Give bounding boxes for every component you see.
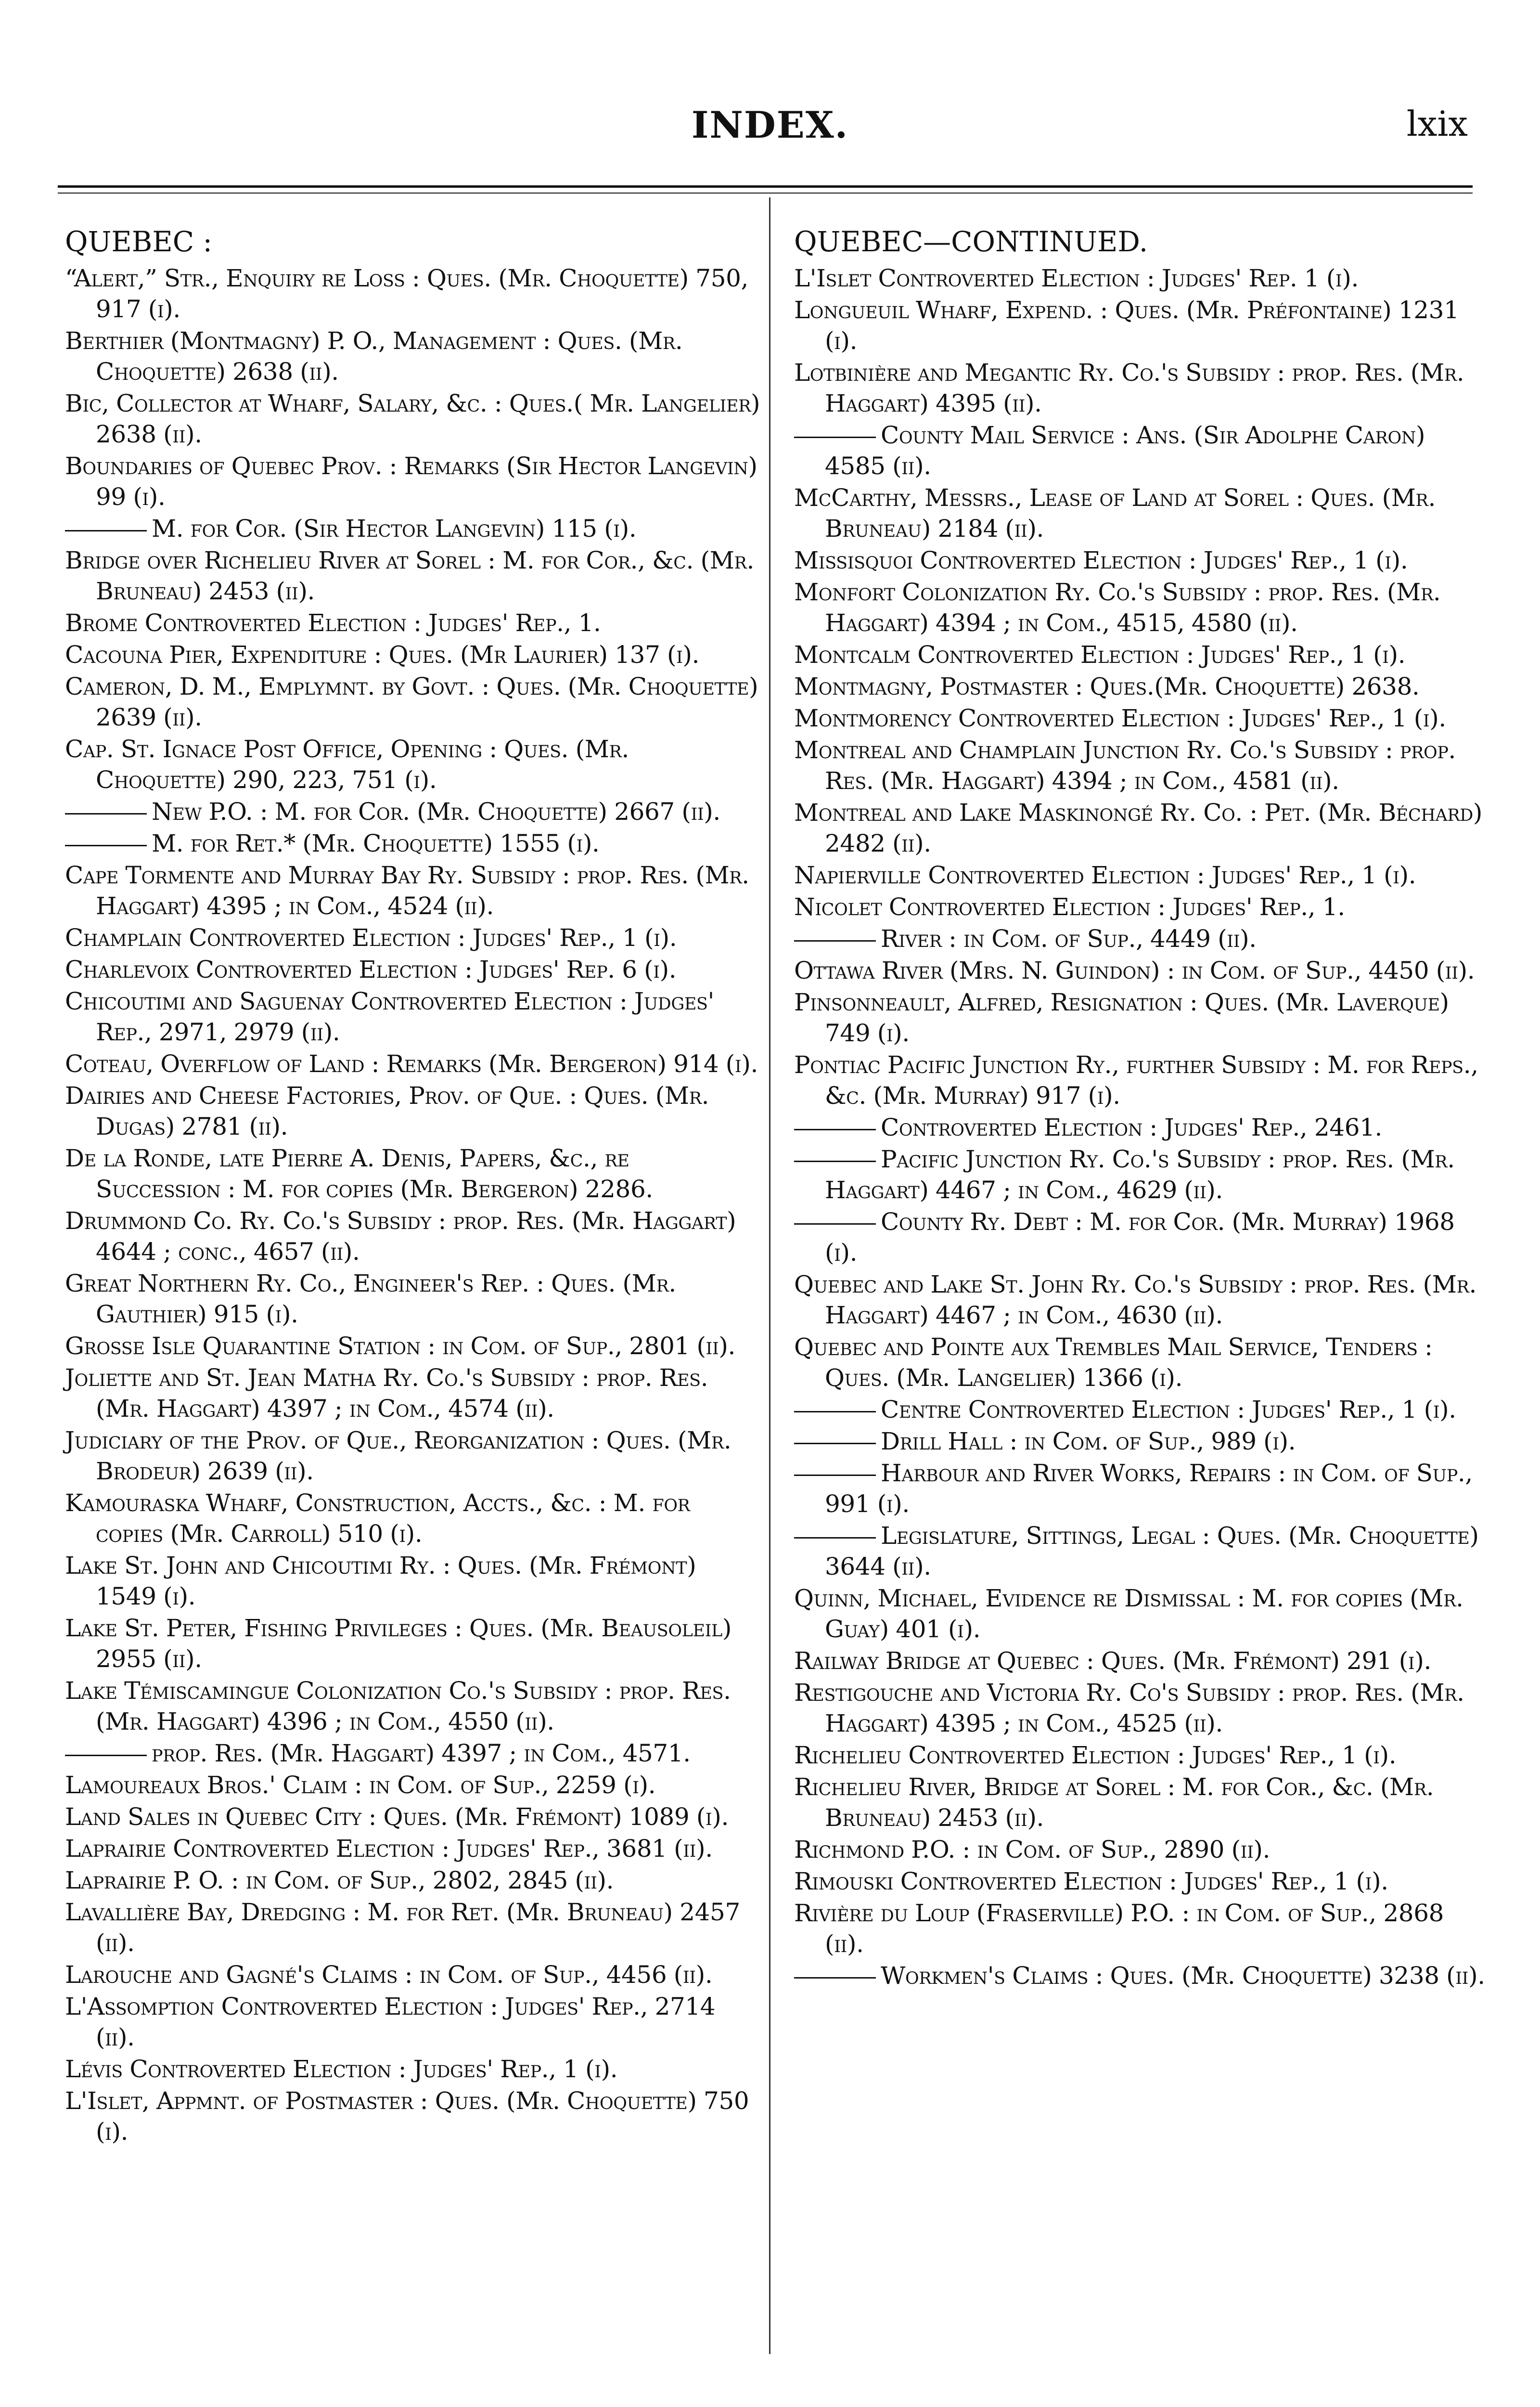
index-entry <box>794 955 1489 986</box>
index-entry-text: Pinsonneault, Alfred, Resignation : Ques. (Mr. Laverque) 749 (i). <box>794 988 1449 1047</box>
ditto-dash <box>794 1537 876 1539</box>
ditto-dash <box>794 1411 876 1412</box>
index-entry <box>65 1362 760 1424</box>
ditto-dash <box>794 1443 876 1444</box>
index-entry <box>794 1834 1489 1865</box>
index-entry <box>794 1394 1489 1425</box>
index-entry-text: Monfort Colonization Ry. Co.'s Subsidy : prop. Res. (Mr. Haggart) 4394 ; in Com., 4515, 4580 (ii). <box>794 578 1441 637</box>
index-entry <box>65 1959 760 1990</box>
index-entry-text: Boundaries of Quebec Prov. : Remarks (Sir Hector Langevin) 99 (i). <box>65 452 757 511</box>
index-entry-text: M. for Cor. (Sir Hector Langevin) 115 (i). <box>152 515 637 543</box>
index-entry-text: prop. Res. (Mr. Haggart) 4397 ; in Com., 4571. <box>152 1739 691 1767</box>
index-entry <box>794 263 1489 294</box>
ditto-dash <box>794 1977 876 1979</box>
index-entry <box>794 1740 1489 1771</box>
ditto-dash <box>65 1755 147 1756</box>
index-entry-text: Restigouche and Victoria Ry. Co's Subsidy : prop. Res. (Mr. Haggart) 4395 ; in Com., 4525 (ii). <box>794 1679 1464 1737</box>
index-entry-text: New P.O. : M. for Cor. (Mr. Choquette) 2667 (ii). <box>152 798 720 826</box>
index-entry <box>65 545 760 607</box>
index-entry-text: Rivière du Loup (Fraserville) P.O. : in Com. of Sup., 2868 (ii). <box>794 1899 1444 1958</box>
index-entry <box>794 1960 1489 1991</box>
right-column <box>794 226 1489 1992</box>
index-entry-text: Drill Hall : in Com. of Sup., 989 (i). <box>881 1427 1296 1455</box>
index-entry <box>794 1645 1489 1676</box>
index-entry-text: Longueuil Wharf, Expend. : Ques. (Mr. Préfontaine) 1231 (i). <box>794 296 1459 355</box>
index-entry <box>794 1677 1489 1739</box>
ditto-dash <box>794 1223 876 1225</box>
index-entry-text: Quebec and Pointe aux Trembles Mail Service, Tenders : Ques. (Mr. Langelier) 1366 (i). <box>794 1333 1433 1392</box>
index-entry-text: Grosse Isle Quarantine Station : in Com. of Sup., 2801 (ii). <box>65 1332 735 1360</box>
index-entry <box>794 577 1489 638</box>
left-column <box>65 226 760 2148</box>
index-entry-text: Workmen's Claims : Ques. (Mr. Choquette) 3238 (ii). <box>881 1962 1485 1990</box>
index-entry <box>794 860 1489 891</box>
index-entry <box>794 1458 1489 1519</box>
index-entry <box>65 1550 760 1612</box>
index-entry <box>794 1866 1489 1897</box>
index-entry-text: Joliette and St. Jean Matha Ry. Co.'s Subsidy : prop. Res. (Mr. Haggart) 4397 ; in Com., 4574 (ii). <box>65 1364 708 1423</box>
index-entry-text: Montreal and Lake Maskinongé Ry. Co. : Pet. (Mr. Béchard) 2482 (ii). <box>794 799 1483 857</box>
index-entry <box>65 1143 760 1204</box>
index-entry-text: Laprairie P. O. : in Com. of Sup., 2802, 2845 (ii). <box>65 1866 614 1894</box>
index-entry <box>794 1269 1489 1331</box>
index-entry-text: Lake St. Peter, Fishing Privileges : Ques. (Mr. Beausoleil) 2955 (ii). <box>65 1614 732 1673</box>
index-entry <box>794 357 1489 419</box>
ditto-dash <box>794 1161 876 1162</box>
index-entry-text: Lévis Controverted Election : Judges' Rep., 1 (i). <box>65 2055 618 2083</box>
index-entry <box>65 796 760 827</box>
index-entry-text: Brome Controverted Election : Judges' Rep., 1. <box>65 609 601 637</box>
index-entry-text: Coteau, Overflow of Land : Remarks (Mr. Bergeron) 914 (i). <box>65 1050 758 1078</box>
index-entry <box>794 797 1489 859</box>
index-entry <box>794 1332 1489 1393</box>
index-entry-text: M. for Ret.* (Mr. Choquette) 1555 (i). <box>152 829 600 857</box>
ditto-dash <box>65 530 147 531</box>
index-entry-text: Controverted Election : Judges' Rep., 2461. <box>881 1113 1383 1141</box>
index-entry-text: Richelieu River, Bridge at Sorel : M. for Cor., &c. (Mr. Bruneau) 2453 (ii). <box>794 1773 1434 1832</box>
index-entry-text: County Mail Service : Ans. (Sir Adolphe Caron) 4585 (ii). <box>825 421 1425 480</box>
index-entry-text: Richelieu Controverted Election : Judges' Rep., 1 (i). <box>794 1741 1397 1769</box>
index-entry-text: Cacouna Pier, Expenditure : Ques. (Mr Laurier) 137 (i). <box>65 641 700 669</box>
index-entry <box>65 451 760 512</box>
index-entry-text: River : in Com. of Sup., 4449 (ii). <box>881 925 1257 953</box>
index-entry <box>794 1898 1489 1959</box>
index-entry-text: Missisquoi Controverted Election : Judges' Rep., 1 (i). <box>794 546 1408 574</box>
index-entry-text: Judiciary of the Prov. of Que., Reorganization : Ques. (Mr. Brodeur) 2639 (ii). <box>65 1426 732 1485</box>
index-entry-text: Richmond P.O. : in Com. of Sup., 2890 (ii). <box>794 1836 1270 1863</box>
index-entry <box>65 1331 760 1361</box>
index-entry <box>65 2054 760 2084</box>
index-entry-text: “Alert,” Str., Enquiry re Loss : Ques. (Mr. Choquette) 750, 917 (i). <box>65 264 749 323</box>
index-entry <box>65 325 760 387</box>
index-entry-text: Harbour and River Works, Repairs : in Com. of Sup., 991 (i). <box>825 1459 1473 1518</box>
ditto-dash <box>794 437 876 438</box>
index-entry-text: Bic, Collector at Wharf, Salary, &c. : Ques.( Mr. Langelier) 2638 (ii). <box>65 389 760 448</box>
index-entry-text: Bridge over Richelieu River at Sorel : M. for Cor., &c. (Mr. Bruneau) 2453 (ii). <box>65 546 754 605</box>
index-entry-text: De la Ronde, late Pierre A. Denis, Papers, &c., re Succession : M. for copies (Mr. Bergeron) 2286. <box>65 1144 653 1203</box>
column-divider <box>769 197 770 2354</box>
index-entry <box>794 420 1489 481</box>
index-entry <box>794 295 1489 356</box>
index-entry <box>65 1425 760 1487</box>
index-entry <box>65 1865 760 1896</box>
index-entry <box>65 1613 760 1674</box>
index-entry <box>65 1268 760 1330</box>
index-entry-text: Montmorency Controverted Election : Judges' Rep., 1 (i). <box>794 704 1446 732</box>
index-entry <box>794 1772 1489 1833</box>
index-entry <box>794 639 1489 670</box>
index-entry-text: County Ry. Debt : M. for Cor. (Mr. Murray) 1968 (i). <box>825 1208 1455 1267</box>
index-entry-text: L'Islet Controverted Election : Judges' Rep. 1 (i). <box>794 264 1359 292</box>
index-entry-text: Montcalm Controverted Election : Judges' Rep., 1 (i). <box>794 641 1406 669</box>
index-entry-text: Kamouraska Wharf, Construction, Accts., &c. : M. for copies (Mr. Carroll) 510 (i). <box>65 1489 690 1548</box>
index-entry-text: L'Assomption Controverted Election : Judges' Rep., 2714 (ii). <box>65 1993 716 2051</box>
index-entry <box>65 639 760 670</box>
page-header <box>0 104 1540 166</box>
index-entry <box>65 922 760 953</box>
index-entry <box>794 1049 1489 1111</box>
index-entry <box>794 482 1489 544</box>
index-entry <box>65 1205 760 1267</box>
index-entry <box>65 1675 760 1737</box>
index-entry-text: Land Sales in Quebec City : Ques. (Mr. Frémont) 1089 (i). <box>65 1803 729 1831</box>
index-entry <box>65 1080 760 1142</box>
index-entry-text: Quinn, Michael, Evidence re Dismissal : M. for copies (Mr. Guay) 401 (i). <box>794 1584 1463 1643</box>
index-entry <box>65 608 760 638</box>
index-entry <box>794 1112 1489 1143</box>
index-entry-text: Larouche and Gagné's Claims : in Com. of Sup., 4456 (ii). <box>65 1961 713 1989</box>
index-entry <box>794 923 1489 954</box>
index-entry <box>65 1048 760 1079</box>
index-entry-text: Railway Bridge at Quebec : Ques. (Mr. Frémont) 291 (i). <box>794 1647 1431 1675</box>
index-entry <box>794 892 1489 922</box>
index-entry <box>65 1488 760 1549</box>
index-entry-text: Lake St. John and Chicoutimi Ry. : Ques. (Mr. Frémont) 1549 (i). <box>65 1552 696 1610</box>
index-entry <box>65 1770 760 1800</box>
index-entry <box>65 828 760 859</box>
index-entry <box>65 513 760 544</box>
index-entry <box>65 1833 760 1864</box>
index-entry-text: Lake Témiscamingue Colonization Co.'s Subsidy : prop. Res. (Mr. Haggart) 4396 ; in Com., 4550 (ii). <box>65 1677 731 1735</box>
index-entry-text: Laprairie Controverted Election : Judges' Rep., 3681 (ii). <box>65 1835 713 1863</box>
index-entry-text: Pontiac Pacific Junction Ry., further Subsidy : M. for Reps., &c. (Mr. Murray) 917 (i). <box>794 1051 1478 1110</box>
index-entry <box>65 986 760 1048</box>
index-entry <box>794 1206 1489 1268</box>
index-entry-text: Cap. St. Ignace Post Office, Opening : Ques. (Mr. Choquette) 290, 223, 751 (i). <box>65 735 629 794</box>
index-entry-text: Lamoureaux Bros.' Claim : in Com. of Sup., 2259 (i). <box>65 1771 656 1799</box>
index-entry <box>65 734 760 795</box>
index-entry <box>65 2085 760 2147</box>
index-entry-text: Charlevoix Controverted Election : Judges' Rep. 6 (i). <box>65 956 677 984</box>
index-entry-text: Ottawa River (Mrs. N. Guindon) : in Com. of Sup., 4450 (ii). <box>794 957 1475 984</box>
index-entry-text: McCarthy, Messrs., Lease of Land at Sorel : Ques. (Mr. Bruneau) 2184 (ii). <box>794 484 1436 543</box>
index-entry <box>65 263 760 324</box>
index-entry <box>794 545 1489 576</box>
index-entry-text: Rimouski Controverted Election : Judges' Rep., 1 (i). <box>794 1867 1388 1895</box>
index-entry <box>65 671 760 733</box>
index-entry-text: Great Northern Ry. Co., Engineer's Rep. : Ques. (Mr. Gauthier) 915 (i). <box>65 1269 676 1328</box>
header-rule-thick <box>58 185 1473 188</box>
index-entry-text: Berthier (Montmagny) P. O., Management : Ques. (Mr. Choquette) 2638 (ii). <box>65 327 683 386</box>
index-entry-text: Napierville Controverted Election : Judges' Rep., 1 (i). <box>794 861 1416 889</box>
index-entry <box>794 671 1489 702</box>
index-entry <box>65 954 760 985</box>
index-entry-text: L'Islet, Appmnt. of Postmaster : Ques. (Mr. Choquette) 750 (i). <box>65 2087 749 2146</box>
page-title: INDEX. <box>691 104 849 146</box>
index-entry <box>65 1738 760 1769</box>
index-entry-text: Dairies and Cheese Factories, Prov. of Que. : Ques. (Mr. Dugas) 2781 (ii). <box>65 1082 709 1140</box>
index-entry <box>65 860 760 921</box>
index-entry-text: Nicolet Controverted Election : Judges' Rep., 1. <box>794 893 1345 921</box>
index-entry <box>65 1801 760 1832</box>
index-entry <box>65 1897 760 1958</box>
index-entry <box>794 987 1489 1048</box>
index-entry-text: Lavallière Bay, Dredging : M. for Ret. (Mr. Bruneau) 2457 (ii). <box>65 1898 740 1957</box>
index-entry <box>794 1520 1489 1582</box>
index-entry-text: Centre Controverted Election : Judges' Rep., 1 (i). <box>881 1396 1456 1423</box>
section-heading-continued: QUEBEC—CONTINUED. <box>794 225 1148 258</box>
index-entry-text: Lotbinière and Megantic Ry. Co.'s Subsidy : prop. Res. (Mr. Haggart) 4395 (ii). <box>794 359 1464 417</box>
index-entry-text: Montmagny, Postmaster : Ques.(Mr. Choquette) 2638. <box>794 673 1420 700</box>
index-entry <box>794 703 1489 734</box>
index-entry-text: Cape Tormente and Murray Bay Ry. Subsidy : prop. Res. (Mr. Haggart) 4395 ; in Com., 4524 (ii). <box>65 861 749 920</box>
index-entry <box>794 735 1489 796</box>
index-entry <box>65 388 760 450</box>
ditto-dash <box>794 940 876 942</box>
index-entry-text: Pacific Junction Ry. Co.'s Subsidy : prop. Res. (Mr. Haggart) 4467 ; in Com., 4629 (ii). <box>825 1145 1455 1204</box>
index-entry-text: Montreal and Champlain Junction Ry. Co.'s Subsidy : prop. Res. (Mr. Haggart) 4394 ; in Com., 4581 (ii). <box>794 736 1456 795</box>
index-entry-text: Champlain Controverted Election : Judges' Rep., 1 (i). <box>65 924 677 952</box>
index-entry-text: Legislature, Sittings, Legal : Ques. (Mr. Choquette) 3644 (ii). <box>825 1522 1479 1580</box>
index-entry <box>794 1144 1489 1205</box>
entry-list <box>65 263 760 2147</box>
index-entry-text: Quebec and Lake St. John Ry. Co.'s Subsidy : prop. Res. (Mr. Haggart) 4467 ; in Com., 4630 (ii). <box>794 1270 1476 1329</box>
index-entry-text: Drummond Co. Ry. Co.'s Subsidy : prop. Res. (Mr. Haggart) 4644 ; conc., 4657 (ii). <box>65 1207 736 1266</box>
index-entry-text: Cameron, D. M., Emplymnt. by Govt. : Ques. (Mr. Choquette) 2639 (ii). <box>65 673 758 731</box>
index-entry <box>794 1583 1489 1644</box>
section-heading: QUEBEC : <box>65 225 213 258</box>
index-entry-text: Chicoutimi and Saguenay Controverted Election : Judges' Rep., 2971, 2979 (ii). <box>65 987 714 1046</box>
ditto-dash <box>65 813 147 815</box>
header-rule-thin <box>58 193 1473 194</box>
ditto-dash <box>794 1475 876 1476</box>
page-number: lxix <box>1406 104 1468 144</box>
ditto-dash <box>794 1129 876 1130</box>
index-entry <box>794 1426 1489 1457</box>
index-entry <box>65 1991 760 2053</box>
ditto-dash <box>65 845 147 846</box>
entry-list <box>794 263 1489 1991</box>
